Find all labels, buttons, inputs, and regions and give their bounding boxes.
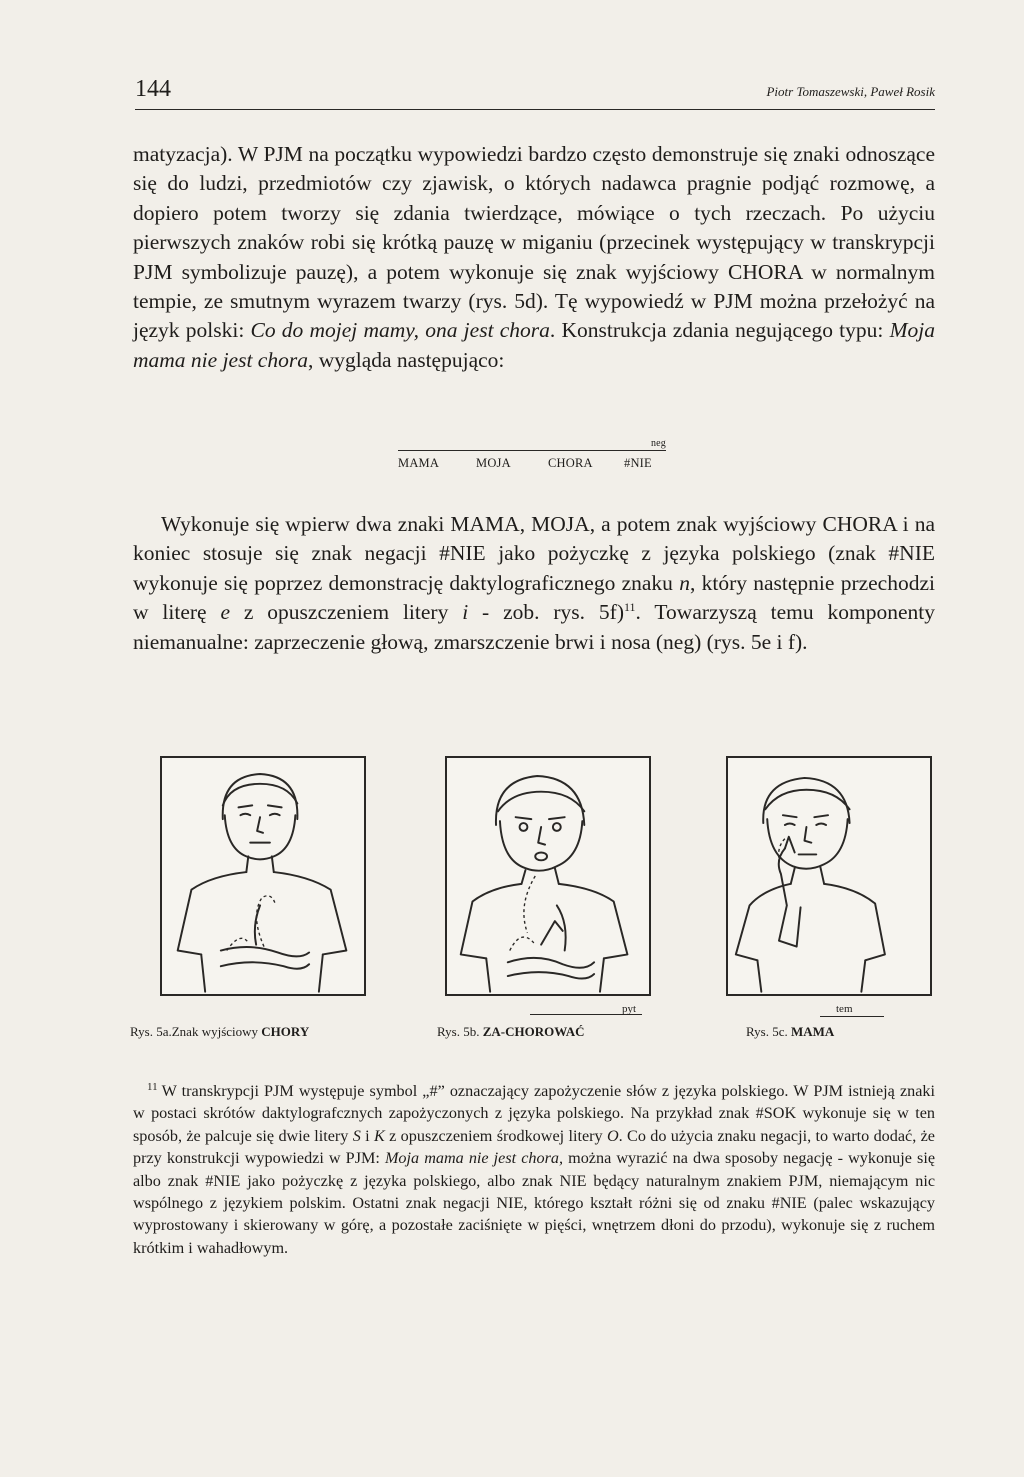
footnote-11 — [133, 1080, 935, 1259]
gloss-mama: MAMA — [398, 456, 440, 470]
header-rule — [135, 109, 935, 110]
neg-marker: neg — [650, 438, 666, 449]
signer-za-chorowac-drawing — [447, 758, 649, 994]
footnote-reference: 11 — [623, 600, 636, 615]
running-head: Piotr Tomaszewski, Paweł Rosik — [766, 84, 935, 99]
paragraph-1-text-b: . Konstrukcja zdania negującego typu: — [549, 318, 890, 343]
paragraph-1 — [133, 140, 935, 375]
letter-e: e — [220, 600, 230, 625]
paragraph-2-text-d: - zob. rys. 5f) — [468, 600, 624, 625]
caption-5a-sign: CHORY — [261, 1024, 310, 1039]
caption-5c-prefix: Rys. 5c. — [746, 1024, 791, 1039]
page-number: 144 — [135, 76, 171, 102]
caption-5c-sign: MAMA — [790, 1024, 835, 1039]
footnote-text-b: i — [360, 1126, 375, 1145]
figure-5c-illustration — [726, 756, 932, 996]
page-header — [135, 76, 935, 106]
pjm-transcription — [398, 438, 666, 474]
paragraph-2 — [133, 510, 935, 657]
caption-5a-text: Znak wyjściowy — [171, 1024, 262, 1039]
paragraph-2-text-c: z opuszczeniem litery — [230, 600, 463, 625]
caption-5b-sign: ZA-CHOROWAĆ — [482, 1024, 585, 1039]
letter-n: n — [679, 570, 690, 595]
footnote-italic-phrase: Moja mama nie jest chora, — [384, 1149, 564, 1168]
footnote-number: 11 — [147, 1080, 158, 1093]
footnote-text-a: W transkrypcji PJM występuje symbol „#” oznaczający zapożyczenie słów z języka polskiego. W PJM istnieją znaki w postaci skrótów daktylografcznych zapożyczonych z języka polskiego. Na przykład znak #SOK wykonuje się w ten sposób, że palcuje się dwie litery — [133, 1082, 935, 1145]
caption-5b-prefix: Rys. 5b. — [437, 1024, 483, 1039]
paragraph-1-text-c: , wygląda następująco: — [307, 347, 505, 372]
figure-5c-marker-line — [820, 1016, 884, 1017]
signer-mama-drawing — [728, 758, 930, 994]
footnote-letter-k: K — [374, 1126, 385, 1145]
paragraph-2-text-e: . Towarzyszą temu komponenty niemanualne: zaprzeczenie głową, zmarszczenie brwi i nosa (neg) (rys. 5e i f). — [133, 600, 935, 654]
footnote-letter-s: S — [352, 1126, 361, 1145]
letter-i: i — [462, 600, 469, 625]
gloss-chora: CHORA — [548, 456, 593, 470]
footnote-text-e: można wyrazić na dwa sposoby negację - wykonuje się albo znak #NIE jako pożyczkę z języka polskiego, albo znak NIE będący naturalnym znakiem PJM, niemającym nic wspólnego z językiem polskim. Ostatni znak negacji NIE, którego kształt różni się od znaku #NIE (palec wskazujący wyprostowany i skierowany w górę, a pozostałe zaciśnięte w pięści, wnętrzem dłoni do przodu), wykonuje się z ruchem krótkim i wahadłowym. — [133, 1149, 935, 1257]
paragraph-1-text-a: matyzacja). W PJM na początku wypowiedzi bardzo często demonstruje się znaki odnoszące się do ludzi, przedmiotów czy zjawisk, o których nadawca pragnie podjąć rozmowę, a dopiero potem tworzy się zdania twierdzące, mówiące o tych rzeczach. Po użyciu pierwszych znaków robi się krótką pauzę w miganiu (przecinek występujący w transkrypcji PJM symbolizuje pauzę), a potem wykonuje się znak wyjściowy CHORA w normalnym tempie, ze smutnym wyrazem twarzy (rys. 5d). Tę wypowiedź w PJM można przełożyć na język polski: — [133, 142, 935, 343]
gloss-moja: MOJA — [476, 456, 511, 470]
footnote-letter-o: O — [606, 1126, 619, 1145]
paragraph-1-italic-a: Co do mojej mamy, ona jest chora — [250, 318, 550, 343]
figure-5a-illustration — [160, 756, 366, 996]
figure-5b-illustration — [445, 756, 651, 996]
paragraph-2-text-b: , który następnie przechodzi w literę — [133, 570, 935, 625]
figure-5a-caption — [130, 1024, 309, 1040]
figure-5b-caption — [437, 1024, 585, 1040]
signer-chory-drawing — [162, 758, 364, 994]
footnote-text-c: z opuszczeniem środkowej litery — [384, 1126, 607, 1145]
caption-5a-prefix: Rys. 5a. — [130, 1024, 172, 1039]
footnote-text-d: . Co do użycia znaku negacji, to warto dodać, że przy konstrukcji wypowiedzi w PJM: — [133, 1126, 935, 1168]
figure-5c-marker: tem — [836, 1003, 853, 1015]
neg-scope-line — [398, 450, 666, 451]
gloss-nie: #NIE — [624, 456, 652, 470]
figure-5b-marker: pyt — [622, 1003, 637, 1015]
paragraph-2-text-a: Wykonuje się wpierw dwa znaki MAMA, MOJA, a potem znak wyjściowy CHORA i na koniec stosuje się znak negacji #NIE jako pożyczkę z języka polskiego (znak #NIE wykonuje się poprzez demonstrację daktylograficznego znaku — [133, 512, 935, 595]
figure-5c-caption — [746, 1024, 834, 1040]
paragraph-1-italic-b: Moja mama nie jest chora — [133, 318, 935, 372]
